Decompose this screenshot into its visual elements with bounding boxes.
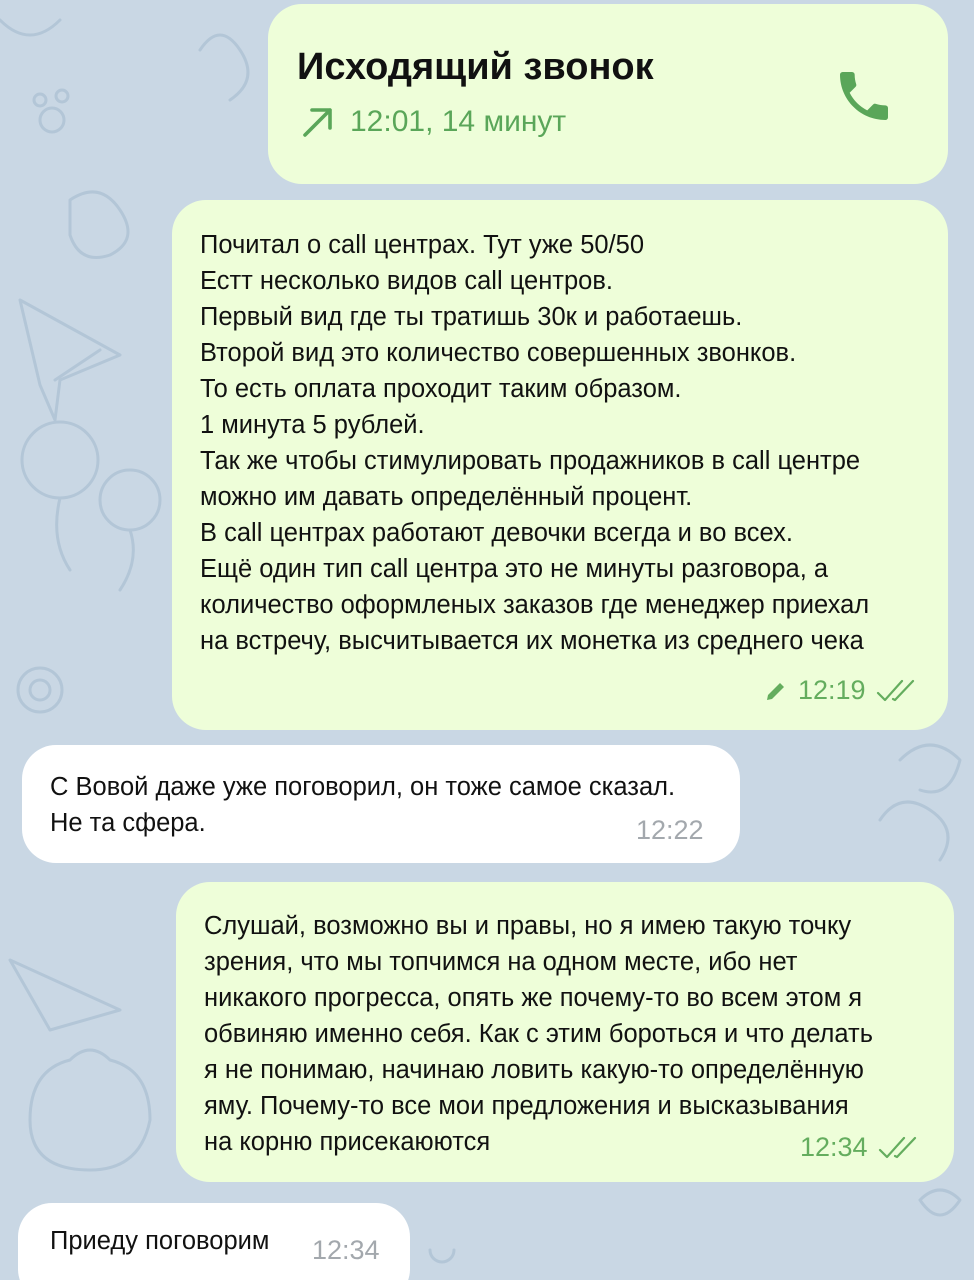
- message-time: 12:19: [798, 675, 866, 705]
- message-time: 12:34: [800, 1132, 868, 1162]
- phone-icon[interactable]: [832, 64, 896, 128]
- call-title: Исходящий звонок: [297, 46, 654, 88]
- message-bubble-incoming[interactable]: [22, 745, 740, 863]
- call-details: [300, 104, 566, 140]
- message-text: Почитал о call центрах. Тут уже 50/50 Естт несколько видов call центров. Первый вид где ты тратишь 30к и работаешь. Второй вид это количество совершенных звонков. То есть оплата проходит таким образом. 1 минута 5 рублей. Так же чтобы стимулировать продажников в call центре можно им давать определённый процент. В call центрах работают девочки всегда и во всех. Ещё один тип call центра это не минуты разговора, а количество оформленых заказов где менеджер приехал на встречу, высчитывается их монетка из среднего чека: [200, 231, 870, 655]
- message-bubble-outgoing[interactable]: [172, 200, 948, 730]
- outgoing-call-bubble[interactable]: [268, 4, 948, 184]
- message-time: 12:34: [312, 1235, 380, 1265]
- message-bubble-outgoing[interactable]: [176, 882, 954, 1182]
- message-bubble-incoming[interactable]: [18, 1203, 410, 1280]
- message-text: С Вовой даже уже поговорил, он тоже самое сказал. Не та сфера.: [50, 773, 676, 837]
- message-text: Приеду поговорим: [50, 1227, 270, 1255]
- message-meta: [800, 1132, 920, 1163]
- message-time: 12:22: [636, 815, 704, 845]
- message-meta: [764, 675, 918, 706]
- double-check-icon: [878, 1135, 920, 1161]
- call-time-duration: 12:01, 14 минут: [350, 105, 567, 138]
- message-text: Слушай, возможно вы и правы, но я имею такую точку зрения, что мы топчимся на одном месте, ибо нет никакого прогресса, опять же почему-то во всем этом я обвиняю именно себя. Как с этим бороться и что делать я не понимаю, начинаю ловить какую-то определённую яму. Почему-то все мои предложения и высказывания на корню присекаюются: [204, 912, 873, 1156]
- message-meta: [312, 1235, 380, 1266]
- double-check-icon: [876, 678, 918, 704]
- pencil-icon: [764, 679, 788, 703]
- message-meta: [636, 815, 704, 846]
- arrow-up-right-icon: [300, 104, 336, 140]
